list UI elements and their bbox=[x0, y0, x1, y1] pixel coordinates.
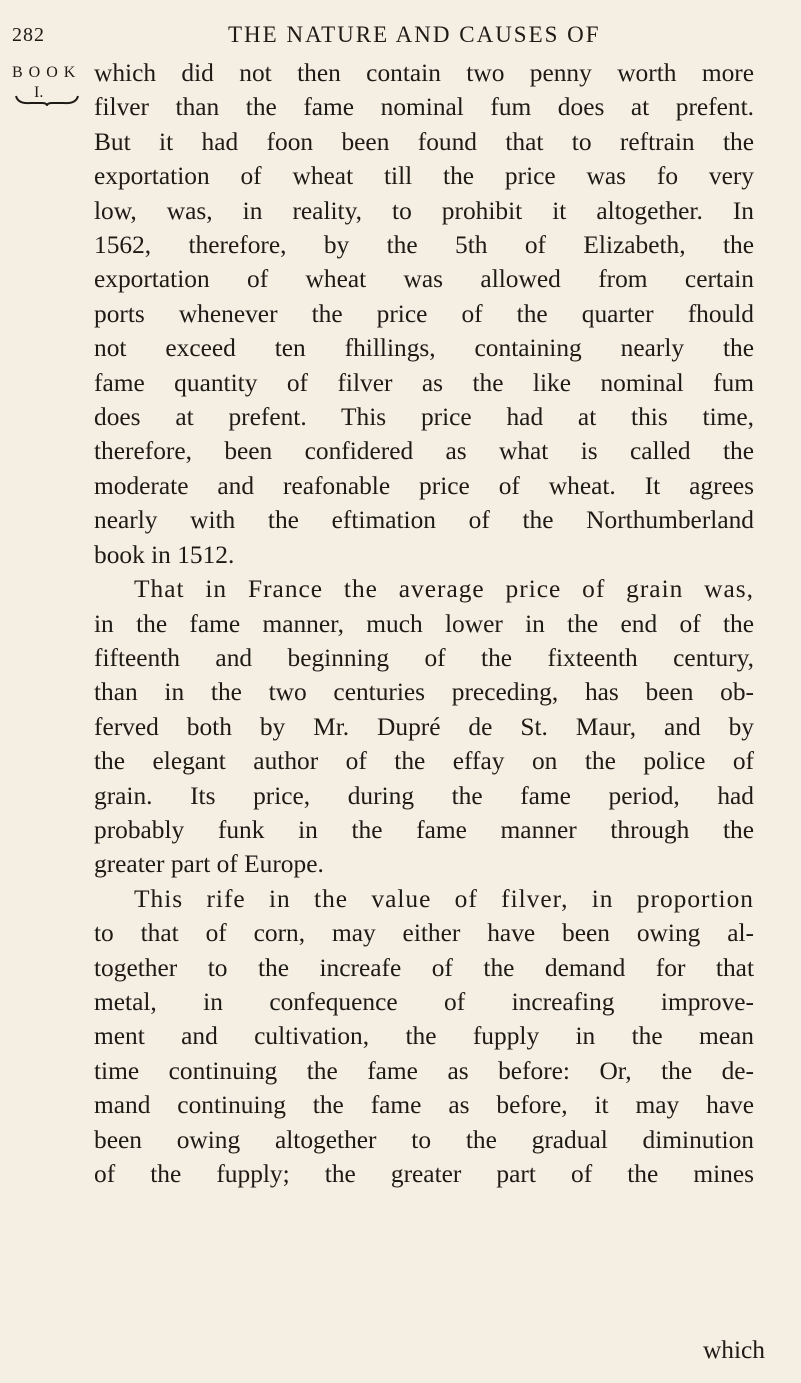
text-line: 1562, therefore, by the 5th of Elizabeth, the bbox=[94, 231, 754, 260]
text-line: of the fupply; the greater part of the mines bbox=[94, 1160, 754, 1188]
text-line: which did not then contain two penny worth more bbox=[94, 59, 754, 87]
paragraph-end-line: book in 1512. bbox=[94, 540, 235, 569]
text-line: moderate and reafonable price of wheat. It agrees bbox=[94, 471, 754, 500]
text-line: metal, in confequence of increafing improve- bbox=[94, 987, 754, 1016]
paragraph-end-line: greater part of Europe. bbox=[94, 850, 324, 879]
text-line: mand continuing the fame as before, it may have bbox=[94, 1091, 754, 1120]
text-line: in the fame manner, much lower in the end of the bbox=[94, 609, 754, 638]
paragraph-start-line: That in France the average price of grain was, bbox=[134, 575, 754, 604]
text-line: to that of corn, may either have been owing al- bbox=[94, 919, 754, 948]
text-line: not exceed ten fhillings, containing nearly the bbox=[94, 334, 754, 363]
text-line: low, was, in reality, to prohibit it altogether. In bbox=[94, 196, 754, 225]
text-line: fame quantity of filver as the like nominal fum bbox=[94, 368, 754, 397]
text-line: fifteenth and beginning of the fixteenth century, bbox=[94, 643, 754, 672]
margin-volume-number: I. bbox=[34, 84, 44, 101]
text-line: exportation of wheat was allowed from certain bbox=[94, 265, 754, 294]
text-line: probably funk in the fame manner through the bbox=[94, 815, 754, 844]
margin-brace bbox=[14, 92, 80, 106]
running-title: THE NATURE AND CAUSES OF bbox=[228, 22, 601, 47]
page-number: 282 bbox=[12, 24, 45, 46]
text-line: But it had foon been found that to reftrain the bbox=[94, 127, 754, 156]
text-line: been owing altogether to the gradual diminution bbox=[94, 1125, 754, 1154]
text-line: than in the two centuries preceding, has been ob- bbox=[94, 678, 754, 707]
text-line: does at prefent. This price had at this time, bbox=[94, 403, 754, 432]
text-line: the elegant author of the effay on the police of bbox=[94, 747, 754, 776]
text-line: ment and cultivation, the fupply in the mean bbox=[94, 1022, 754, 1051]
text-line: exportation of wheat till the price was fo very bbox=[94, 162, 754, 191]
text-line: filver than the fame nominal fum does at prefent. bbox=[94, 93, 754, 122]
text-line: therefore, been confidered as what is called the bbox=[94, 437, 754, 466]
text-line: grain. Its price, during the fame period, had bbox=[94, 781, 754, 810]
text-line: together to the increafe of the demand for that bbox=[94, 953, 754, 982]
paragraph-start-line: This rife in the value of filver, in proportion bbox=[134, 884, 754, 913]
text-line: ferved both by Mr. Dupré de St. Maur, and by bbox=[94, 712, 754, 741]
catchword: which bbox=[702, 1336, 765, 1364]
text-line: time continuing the fame as before: Or, the de- bbox=[94, 1056, 754, 1085]
text-line: ports whenever the price of the quarter fhould bbox=[94, 299, 754, 328]
text-line: nearly with the eftimation of the Northumberland bbox=[94, 506, 754, 535]
body-text bbox=[94, 56, 754, 1191]
margin-book-label: BOOK bbox=[12, 64, 82, 81]
